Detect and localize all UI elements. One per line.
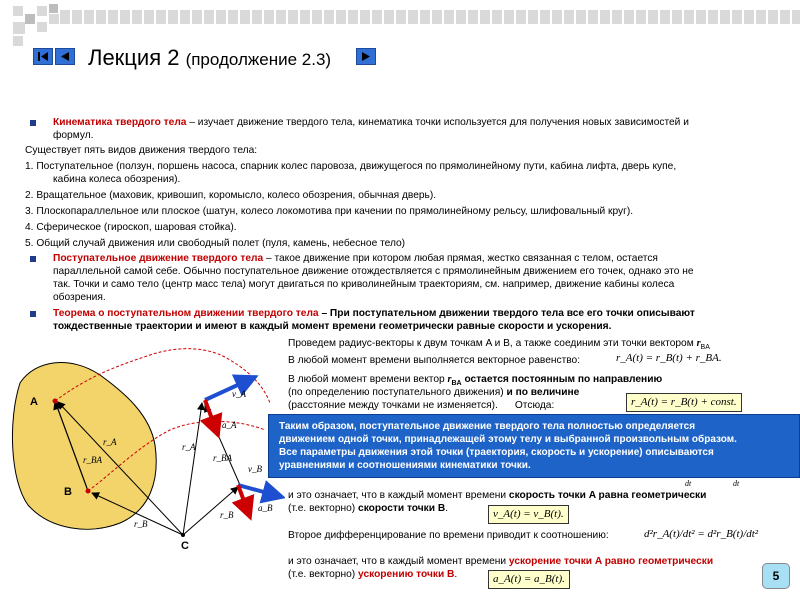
bullet-icon (30, 311, 36, 317)
vector-ra2 (183, 403, 202, 535)
proof-p1: Проведем радиус-векторы к двум точкам A и B, а также соединим эти точки вектором (288, 338, 694, 349)
page-number-badge: 5 (762, 563, 790, 589)
proof-p6a: и это означает, что в каждый момент времени (288, 490, 509, 501)
equation-2-box: r_A(t) = r_B(t) + const. (626, 393, 742, 412)
proof-line-8: Второе дифференцирование по времени приводит к соотношению: (288, 530, 609, 541)
proof-p7a: (т.е. векторно) (288, 503, 359, 514)
corner-square (13, 6, 23, 16)
type-5: 5. Общий случай движения или свободный полет (пуля, камень, небесное тело) (25, 238, 406, 249)
proof-p6b: скорость точки A равна геометрически (508, 490, 707, 501)
proof-p4b: и по величине (503, 387, 580, 398)
translational-line-1 (53, 252, 658, 265)
intro-term: Кинематика твердого тела (53, 117, 187, 128)
theorem-line-1 (53, 307, 695, 320)
title-main: Лекция 2 (88, 45, 186, 70)
popup-line: движением одной точки, принадлежащей этому телу и выбранной произвольным образом. (279, 434, 737, 445)
label-ra2: r_A (182, 442, 196, 452)
translational-line-4: обозрения. (53, 292, 106, 303)
proof-line-5 (288, 399, 554, 412)
label-rba: r_BA (83, 455, 102, 465)
proof-p10c: . (454, 569, 458, 580)
corner-square (49, 14, 59, 24)
label-c: C (181, 540, 189, 552)
proof-p4a: (по определению поступательного движения) (288, 387, 504, 398)
popup-line: Все параметры движения этой точки (траектория, скорость и ускорение) описываются (279, 447, 714, 458)
kinematics-diagram (0, 335, 285, 600)
dt-hint: dt (685, 479, 692, 488)
type-3: 3. Плоскопараллельное или плоское (шатун, колесо локомотива при качении по прямолинейному рельсу, шлифовальный круг). (25, 206, 634, 217)
corner-square (13, 36, 23, 46)
proof-p5a: (расстояние между точками не изменяется). (288, 400, 498, 411)
translational-line-3: так. Точки и само тело (центр масс тела) могут двигаться по криволинейным траекториям, см. например, движение кабины колеса (53, 279, 675, 290)
proof-line-4 (288, 386, 579, 399)
label-rba2: r_BA (213, 453, 232, 463)
label-va: v_A (232, 389, 246, 399)
proof-p7b: скорости точки B (358, 503, 446, 514)
intro-line-1 (53, 116, 689, 129)
vector-r: r (447, 374, 452, 385)
proof-line-2: В любой момент времени выполняется векторное равенство: (288, 355, 581, 366)
triangle-left-icon (56, 49, 74, 64)
equation-5-box: a_A(t) = a_B(t). (488, 570, 570, 589)
nav-first-button[interactable] (33, 48, 53, 65)
label-rb2: r_B (220, 510, 234, 520)
corner-square (49, 4, 58, 13)
vector-r: r (696, 338, 701, 349)
proof-p9a: и это означает, что в каждый момент времени (288, 556, 509, 567)
title-sub: (продолжение 2.3) (185, 50, 332, 69)
vector-sub: BA (700, 344, 710, 352)
label-a: A (30, 396, 38, 408)
rigid-body-shape (12, 363, 156, 530)
point-a-dot (53, 399, 58, 404)
label-ab: a_B (258, 503, 273, 513)
dt-hint: dt (733, 479, 740, 488)
type-1-cont: кабина колеса обозрения). (53, 174, 181, 185)
nav-next-button[interactable] (356, 48, 376, 65)
equation-4: d²r_A(t)/dt² = d²r_B(t)/dt² (644, 528, 759, 540)
corner-square (37, 6, 47, 16)
type-1: 1. Поступательное (ползун, поршень насоса, спарник колес паровоза, движущегося по прямолинейному пути, кабина лифта, дверь купе, (25, 161, 677, 172)
triangle-right-icon (357, 49, 375, 64)
theorem-term: Теорема о поступательном движении твердого тела (53, 308, 319, 319)
skip-first-icon (34, 49, 52, 64)
label-vb: v_B (248, 464, 262, 474)
intro-rest: – изучает движение твердого тела, кинематика точки используется для получения новых зависимостей и (186, 117, 689, 128)
types-header: Существует пять видов движения твердого тела: (25, 145, 258, 156)
nav-prev-button[interactable] (55, 48, 75, 65)
proof-line-9 (288, 555, 713, 568)
translational-line-2: параллельной самой себе. Обычно поступательное движение отождествляется с прямолинейным движением его точек, однако это не (53, 266, 694, 277)
proof-p3a: В любой момент времени вектор (288, 374, 448, 385)
corner-square (37, 22, 47, 32)
label-rb: r_B (134, 519, 148, 529)
translational-rest: – такое движение при котором любая прямая, жестко связанная с телом, остается (263, 253, 658, 264)
bullet-icon (30, 256, 36, 262)
theorem-rest: – При поступательном движении твердого тела все его точки описывают (318, 308, 695, 319)
equation-1: r_A(t) = r_B(t) + r_BA. (616, 352, 722, 364)
label-ra: r_A (103, 437, 117, 447)
proof-line-6 (288, 489, 706, 502)
proof-line-7 (288, 502, 448, 515)
proof-p9b: ускорение точки A равно геометрически (508, 556, 714, 567)
point-b-dot (86, 489, 91, 494)
translational-term: Поступательное движение твердого тела (53, 253, 264, 264)
type-2: 2. Вращательное (маховик, кривошип, коромысло, колесо обозрения, обычная дверь). (25, 190, 437, 201)
corner-square (25, 14, 35, 24)
bullet-icon (30, 120, 36, 126)
velocity-b-arrow (238, 485, 282, 497)
theorem-line-2: тождественные траектории и имеют в каждый момент времени геометрически равные скорости и ускорения. (53, 321, 612, 332)
popup-line: уравнениями и соотношениями кинематики точки. (279, 460, 531, 471)
proof-p7c: . (445, 503, 449, 514)
page-title (88, 45, 331, 71)
label-aa: a_A (222, 420, 237, 430)
intro-line-2: формул. (53, 130, 94, 141)
equation-3-box: v_A(t) = v_B(t). (488, 505, 569, 524)
type-4: 4. Сферическое (гироскоп, шаровая стойка). (25, 222, 237, 233)
proof-p10a: (т.е. векторно) (288, 569, 359, 580)
label-b: B (64, 486, 72, 498)
decorative-top-bar (60, 10, 800, 24)
vector-sub: BA (451, 380, 462, 388)
proof-line-10 (288, 568, 457, 581)
velocity-a-arrow (205, 377, 255, 400)
popup-line: Таким образом, поступательное движение твердого тела полностью определяется (279, 421, 696, 432)
proof-p3b: остается постоянным по направлению (461, 374, 663, 385)
proof-p5b: Отсюда: (514, 400, 555, 411)
corner-square (13, 22, 25, 34)
point-c-dot (181, 533, 185, 537)
proof-p10b: ускорению точки B (358, 569, 455, 580)
summary-popup (268, 414, 800, 478)
accel-a-arrow (205, 400, 218, 435)
